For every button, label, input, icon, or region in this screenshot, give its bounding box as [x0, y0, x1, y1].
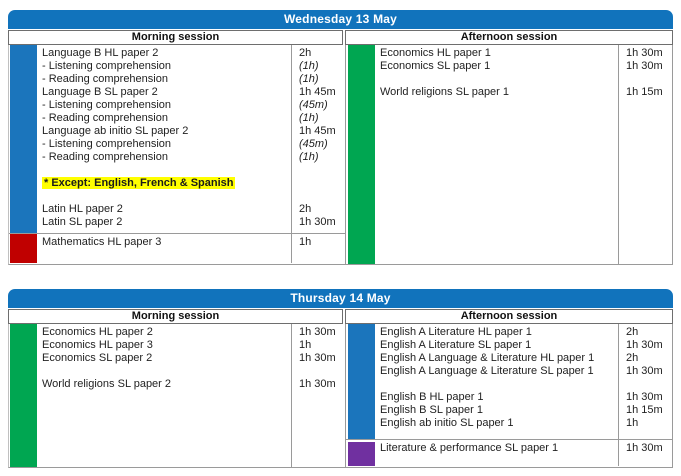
exam-name: - Reading comprehension: [42, 151, 168, 163]
exam-name: [380, 378, 615, 391]
red-session-bar: [10, 234, 37, 263]
exam-name: English B SL paper 1: [380, 404, 483, 416]
exam-durations-cell: [291, 324, 345, 467]
morning-session-header: Morning session: [8, 309, 343, 324]
day-body: [8, 324, 673, 468]
exam-duration: [299, 177, 345, 190]
exam-name: World religions SL paper 2: [42, 378, 172, 390]
exam-name: Economics HL paper 2: [42, 326, 153, 338]
exam-name: [380, 73, 615, 86]
exam-duration: 1h 30m: [626, 442, 663, 454]
exam-durations-cell: [618, 440, 672, 466]
exam-duration: (45m): [299, 99, 328, 111]
exam-name: Economics SL paper 1: [380, 60, 491, 72]
exam-names-cell: [375, 324, 618, 439]
exam-duration: [299, 190, 345, 203]
blue-session-bar: [10, 45, 37, 233]
exam-duration: 1h 30m: [299, 326, 336, 338]
exam-duration: 1h 30m: [626, 47, 663, 59]
exam-row: [9, 233, 345, 263]
exam-durations-cell: [291, 234, 345, 263]
exam-duration: 2h: [626, 352, 639, 364]
exam-duration: 1h 30m: [626, 339, 663, 351]
exam-name: Economics HL paper 1: [380, 47, 491, 59]
exam-duration: 1h 30m: [626, 365, 663, 377]
exam-duration: 1h 15m: [626, 404, 663, 416]
exam-name: Language B SL paper 2: [42, 86, 158, 98]
purple-session-bar: [348, 442, 375, 466]
wednesday-table: [8, 10, 673, 265]
green-session-bar: [348, 45, 375, 264]
exception-note: [42, 177, 288, 190]
exam-durations-cell: [618, 45, 672, 264]
exam-name: English B HL paper 1: [380, 391, 484, 403]
exam-name: English A Language & Literature HL paper 1: [380, 352, 595, 364]
exam-duration: [299, 164, 345, 177]
day-title-bar: Wednesday 13 May: [8, 10, 673, 29]
exam-row: [346, 45, 672, 264]
exam-duration: 2h: [626, 326, 639, 338]
exam-duration: 2h: [299, 47, 312, 59]
exam-name: English A Literature HL paper 1: [380, 326, 532, 338]
exam-duration: [626, 73, 672, 86]
exam-duration: 1h 30m: [626, 60, 663, 72]
day-title-bar: Thursday 14 May: [8, 289, 673, 308]
exam-duration: 1h 45m: [299, 86, 336, 98]
exam-name: English A Literature SL paper 1: [380, 339, 532, 351]
exam-duration: (1h): [299, 112, 319, 124]
exam-name: Language B HL paper 2: [42, 47, 159, 59]
exam-duration: 1h 30m: [299, 216, 336, 228]
morning-session-header: Morning session: [8, 30, 343, 45]
exam-duration: [626, 378, 672, 391]
afternoon-session-header: Afternoon session: [345, 309, 673, 324]
afternoon-session-header: Afternoon session: [345, 30, 673, 45]
exam-name: Economics HL paper 3: [42, 339, 153, 351]
exam-duration: 1h 30m: [299, 352, 336, 364]
exam-durations-cell: [618, 324, 672, 439]
exam-name: English ab initio SL paper 1: [380, 417, 514, 429]
exam-names-cell: [37, 45, 291, 233]
exam-names-cell: [375, 440, 618, 466]
exam-names-cell: [375, 45, 618, 264]
exam-duration: (1h): [299, 60, 319, 72]
exam-name: Latin HL paper 2: [42, 203, 123, 215]
day-body: [8, 45, 673, 265]
afternoon-session-column: [346, 324, 672, 467]
afternoon-session-column: [346, 45, 672, 264]
exam-name: - Listening comprehension: [42, 138, 172, 150]
exam-duration: 1h: [626, 417, 639, 429]
exam-name: - Reading comprehension: [42, 73, 168, 85]
exam-name: Latin SL paper 2: [42, 216, 123, 228]
exam-duration: 1h 30m: [299, 378, 336, 390]
exam-duration: (45m): [299, 138, 328, 150]
exam-name: - Listening comprehension: [42, 99, 172, 111]
exam-name: Language ab initio SL paper 2: [42, 125, 189, 137]
exam-row: [346, 324, 672, 439]
exam-name: [42, 164, 288, 177]
exam-duration: [299, 365, 345, 378]
highlighted-text: * Except: English, French & Spanish: [44, 177, 234, 189]
exam-name: [42, 190, 288, 203]
exam-name: - Reading comprehension: [42, 112, 168, 124]
exam-duration: (1h): [299, 151, 319, 163]
morning-session-column: [9, 324, 346, 467]
session-header-row: [8, 30, 673, 45]
exam-duration: 1h: [299, 339, 312, 351]
exam-duration: 1h 45m: [299, 125, 336, 137]
exam-row: [346, 439, 672, 466]
exam-name: English A Language & Literature SL paper 1: [380, 365, 594, 377]
session-header-row: [8, 309, 673, 324]
exam-names-cell: [37, 324, 291, 467]
exam-duration: (1h): [299, 73, 319, 85]
exam-durations-cell: [291, 45, 345, 233]
exam-name: World religions SL paper 1: [380, 86, 510, 98]
exam-name: [42, 365, 288, 378]
exam-name: - Listening comprehension: [42, 60, 172, 72]
exam-duration: 2h: [299, 203, 312, 215]
exam-name: Mathematics HL paper 3: [42, 236, 162, 248]
exam-duration: 1h 30m: [626, 391, 663, 403]
exam-row: [9, 324, 345, 467]
exam-name: Literature & performance SL paper 1: [380, 442, 559, 454]
blue-session-bar: [348, 324, 375, 439]
exam-name: Economics SL paper 2: [42, 352, 153, 364]
thursday-table: [8, 289, 673, 468]
morning-session-column: [9, 45, 346, 264]
exam-duration: 1h 15m: [626, 86, 663, 98]
exam-names-cell: [37, 234, 291, 263]
green-session-bar: [10, 324, 37, 467]
exam-duration: 1h: [299, 236, 312, 248]
exam-row: [9, 45, 345, 233]
